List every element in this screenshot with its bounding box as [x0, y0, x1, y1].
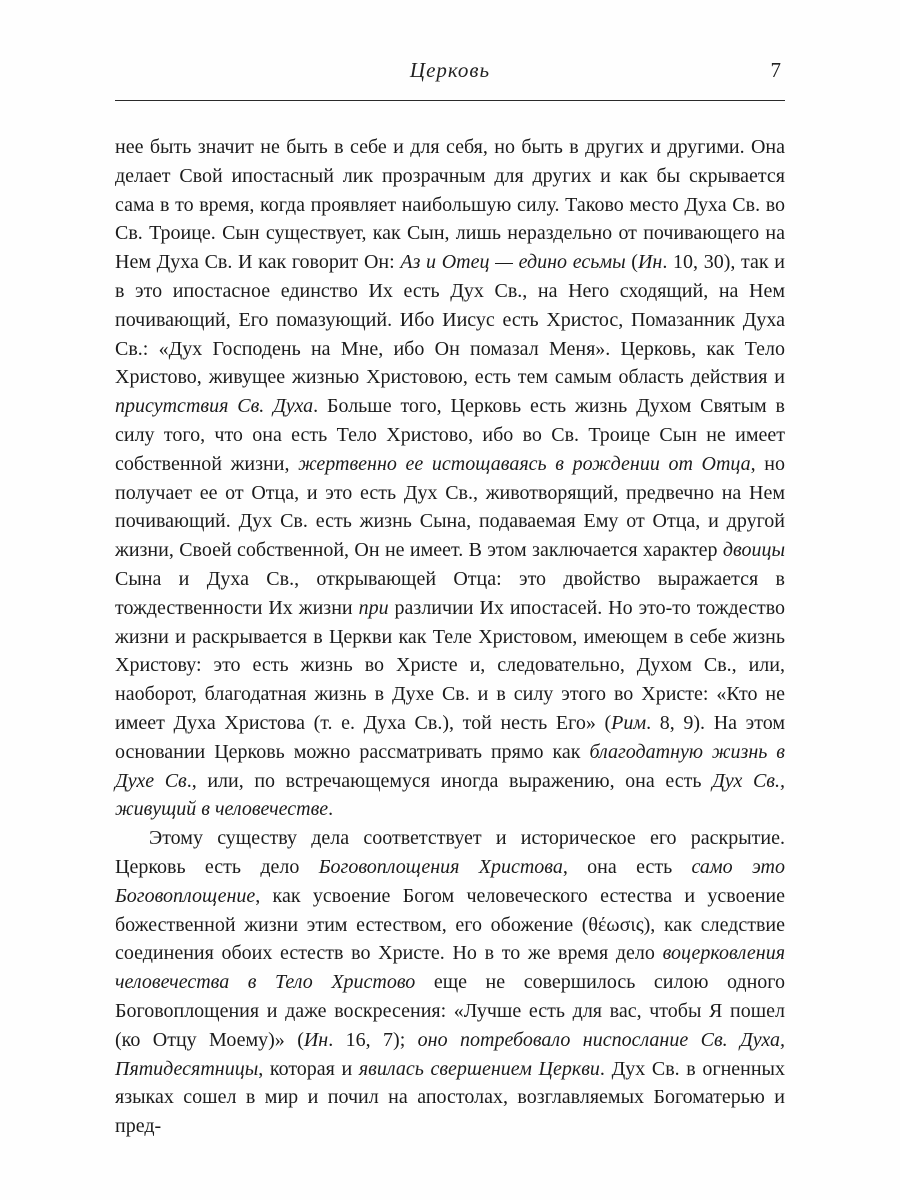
text-run: . — [328, 798, 334, 821]
page-number: 7 — [770, 58, 781, 82]
text-run: нее быть значит не быть в себе и для себя, но быть в других и другими. Она делает Свой ипостасный лик прозрачным для других и как бы скрывается сама в то время, когда проявляет наибольшую силу. Таково место Духа Св. во Св. Троице. Сын существует, как Сын, лишь нераздельно от почивающего на Нем Духа Св. И как говорит Он: — [115, 136, 785, 274]
emphasis-text-run: Боговоплощения Христова — [318, 855, 563, 878]
emphasis-text-run: Аз и Отец — едино есьмы — [400, 251, 626, 274]
paragraph-continued — [115, 133, 785, 824]
text-run: . 8, 9). На этом основании Церковь можно рассматривать прямо как — [115, 711, 785, 763]
emphasis-text-run: Ин — [637, 251, 663, 274]
emphasis-text-run: Дух Св., живущий в человечестве — [115, 769, 785, 821]
text-run: ., или, по встречающемуся иногда выражению, она есть — [186, 769, 713, 792]
emphasis-text-run: Рим — [611, 711, 647, 734]
page-body — [115, 133, 785, 1141]
emphasis-text-run: само это Боговоплощение — [115, 855, 785, 907]
text-run: , но получает ее от Отца, и это есть Дух Св., животворящий, предвечно на Нем почивающий. Дух Св. есть жизнь Сына, подаваемая Ему от Отца, и другой жизни, Своей собственной, Он не имеет. В этом заключается характер — [115, 452, 786, 562]
paragraph — [115, 824, 785, 1141]
emphasis-text-run: при — [358, 596, 389, 619]
emphasis-text-run: присутствия Св. Духа — [115, 395, 314, 418]
text-run: . 10, 30), так и в это ипостасное единство Их есть Дух Св., на Него сходящий, на Нем почивающий, Его помазующий. Ибо Иисус есть Христос, Помазанник Духа Св.: «Дух Господень на Мне, ибо Он помазал Меня». Церковь, как Тело Христово, живущее жизнью Христовою, есть тем самым область действия и — [115, 251, 785, 389]
emphasis-text-run: воцерковления человечества в Тело Христово — [115, 942, 785, 994]
emphasis-text-run: Ин — [303, 1028, 329, 1051]
running-title: Церковь — [409, 58, 491, 82]
text-run: ( — [625, 251, 638, 274]
text-run: Этому существу дела соответствует и историческое его раскрытие. Церковь есть дело — [115, 827, 785, 878]
text-run: . Дух Св. в огненных языках сошел в мир и почил на апостолах, возглавляемых Богоматерью и пред- — [115, 1057, 785, 1138]
text-run: . Больше того, Церковь есть жизнь Духом Святым в силу того, что она есть Тело Христово, ибо во Св. Троице Сын не имеет собственной жизни, — [115, 395, 785, 475]
text-run: , как усвоение Богом человеческого естества и усвоение божественной жизни этим естеством, его обожение (θέωσις), как следствие соединения обоих естеств во Христе. Но в то же время дело — [115, 884, 785, 965]
emphasis-text-run: двоицы — [722, 539, 785, 562]
emphasis-text-run: жертвенно ее истощаваясь в рождении от Отца — [298, 452, 751, 475]
text-run: , она есть — [562, 855, 692, 878]
emphasis-text-run: явилась свершением Церкви — [358, 1057, 600, 1080]
text-run: . 16, 7); — [328, 1028, 418, 1051]
page-header — [115, 58, 785, 101]
text-run: Сына и Духа Св., открывающей Отца: это двойство выражается в тождественности Их жизни — [115, 567, 785, 619]
text-run: , которая и — [258, 1057, 359, 1080]
text-run: различии Их ипостасей. Но это-то тождество жизни и раскрывается в Церкви как Теле Христовом, имеющем в себе жизнь Христову: это есть жизнь во Христе и, следовательно, Духом Св., или, наоборот, благодатная жизнь в Духе Св. и в силу этого во Христе: «Кто не имеет Духа Христова (т. е. Духа Св.), той несть Его» ( — [115, 596, 786, 734]
text-run: еще не совершилось силою одного Боговоплощения и даже воскресения: «Лучше есть для вас, чтобы Я пошел (ко Отцу Моему)» ( — [115, 971, 785, 1051]
emphasis-text-run: благодатную жизнь в Духе Св — [115, 740, 785, 792]
emphasis-text-run: оно потребовало ниспослание Св. Духа, Пятидесятницы — [115, 1028, 785, 1080]
